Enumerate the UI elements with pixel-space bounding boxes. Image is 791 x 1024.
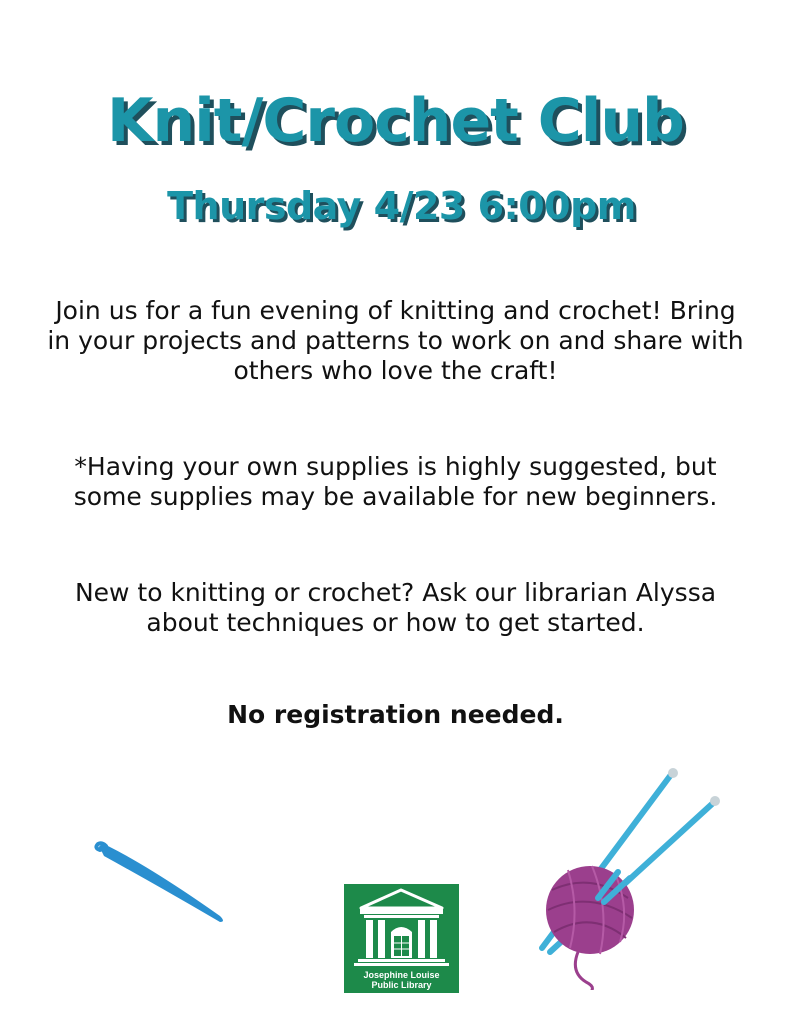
yarn-ball-with-needles-icon	[520, 760, 740, 990]
logo-name-line-1: Josephine Louise	[363, 970, 440, 980]
library-logo	[344, 884, 459, 993]
no-registration-note: No registration needed.	[227, 700, 564, 729]
logo-name-line-2: Public Library	[371, 980, 432, 990]
flyer-title: Knit/Crochet Club	[106, 86, 685, 156]
intro-paragraph: Join us for a fun evening of knitting and crochet! Bring in your projects and patterns to work on and share with others who love the craft!	[47, 296, 744, 385]
crochet-hook-icon	[92, 838, 232, 928]
supplies-paragraph: *Having your own supplies is highly suggested, but some supplies may be available for new beginners.	[73, 452, 718, 511]
help-paragraph: New to knitting or crochet? Ask our librarian Alyssa about techniques or how to get started.	[74, 578, 717, 637]
event-date-time: Thursday 4/23 6:00pm	[167, 184, 636, 228]
